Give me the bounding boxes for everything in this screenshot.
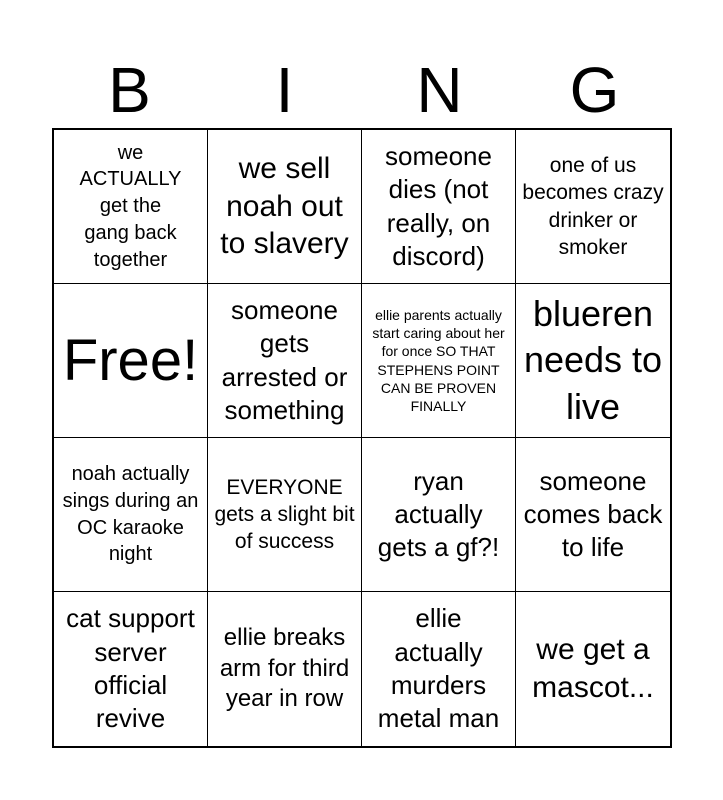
cell-text: EVERYONE gets a slight bit of success [214, 475, 355, 554]
header-letter-i: I [275, 54, 294, 126]
bingo-cell[interactable] [516, 592, 670, 746]
bingo-cell[interactable] [362, 130, 516, 284]
bingo-cell[interactable] [516, 438, 670, 592]
header-letter-n: N [416, 54, 463, 126]
cell-text: ellie parents actually start caring about her for once SO THAT STEPHENS POINT CAN BE PROVEN FINALLY [372, 306, 505, 414]
bingo-cell[interactable] [362, 592, 516, 746]
cell-text: we get a mascot... [532, 633, 654, 704]
cell-text: we ACTUALLY get the gang back together [79, 141, 182, 271]
bingo-cell[interactable] [54, 438, 208, 592]
bingo-cell[interactable] [208, 592, 362, 746]
bingo-cell[interactable] [516, 284, 670, 438]
bingo-cell[interactable] [362, 438, 516, 592]
bingo-cell[interactable] [54, 130, 208, 284]
bingo-cell[interactable] [362, 284, 516, 438]
header-letter-b: B [108, 54, 151, 126]
bingo-cell[interactable] [516, 130, 670, 284]
cell-text: someone gets arrested or something [221, 294, 348, 425]
bingo-cell[interactable] [208, 130, 362, 284]
cell-text: noah actually sings during an OC karaoke night [62, 462, 199, 566]
bingo-cell-free[interactable] [54, 284, 208, 438]
cell-text: we sell noah out to slavery [220, 151, 349, 261]
cell-text: ryan actually gets a gf?! [377, 465, 500, 563]
cell-text: Free! [62, 327, 199, 393]
bingo-cell[interactable] [54, 592, 208, 746]
cell-text: someone dies (not really, on discord) [385, 140, 492, 271]
cell-text: blueren needs to live [523, 293, 663, 427]
bingo-board [52, 128, 672, 748]
bingo-cell[interactable] [208, 284, 362, 438]
cell-text: ellie breaks arm for third year in row [219, 623, 350, 713]
cell-text: ellie actually murders metal man [377, 603, 500, 734]
bingo-cell[interactable] [208, 438, 362, 592]
cell-text: someone comes back to life [523, 465, 663, 563]
bingo-header [52, 52, 672, 128]
cell-text: one of us becomes crazy drinker or smoker [522, 153, 664, 259]
header-letter-g: G [569, 54, 620, 126]
cell-text: cat support server official revive [66, 603, 195, 734]
